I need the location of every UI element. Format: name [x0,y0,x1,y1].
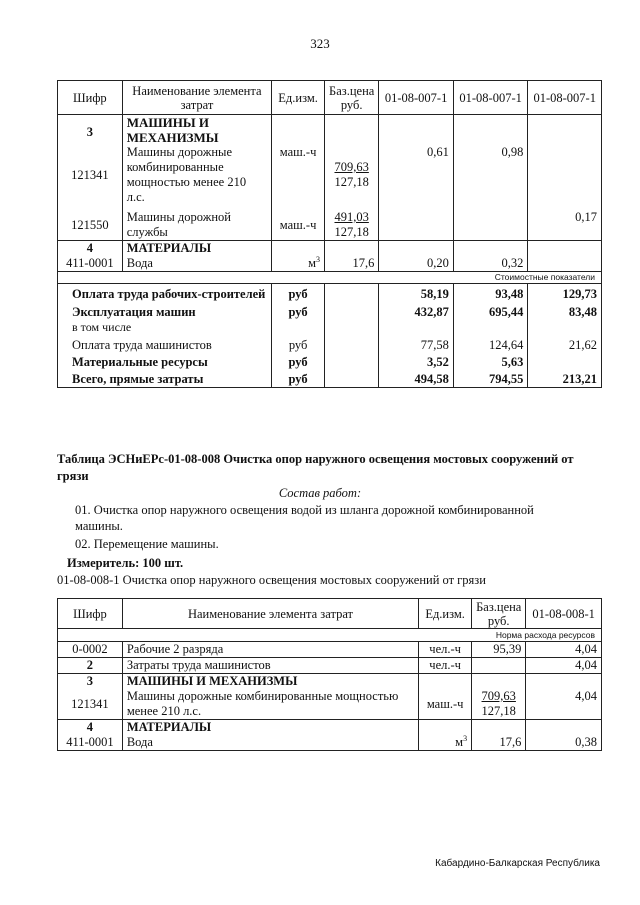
row-price: 17,6 [325,256,379,272]
cost-name: Оплата труда машинистов [58,335,272,353]
cost-name: в том числе [58,320,272,335]
section-title: МАШИНЫ И МЕХАНИЗМЫ [122,674,418,690]
header-shifr: Шифр [58,599,123,629]
page-number: 323 [310,36,330,51]
empty-cell [325,241,379,257]
row-value-1: 4,04 [526,658,602,674]
header-col-2: 01-08-007-1 [453,81,528,115]
cost-unit: руб [272,335,325,353]
empty-cell [528,241,602,257]
row-unit: чел.-ч [419,658,472,674]
row-code: 121341 [58,689,123,720]
table-row [58,335,602,353]
cost-value-1: 58,19 [379,284,454,303]
row-unit [419,735,472,751]
row-unit: чел.-ч [419,642,472,658]
table-row [58,205,602,241]
row-value-3: 0,17 [528,205,602,241]
row-value-1: 4,04 [526,689,602,720]
row-name: Вода [122,256,271,272]
table-row [58,284,602,303]
row-value-1: 0,20 [379,256,454,272]
row-value-3 [528,145,602,205]
unit-superscript: 3 [316,254,321,264]
empty-cell [325,370,379,388]
header-unit: Ед.изм. [419,599,472,629]
empty-cell [272,241,325,257]
footer-region: Кабардино-Балкарская Республика [435,858,600,869]
row-value-2 [453,205,528,241]
empty-cell [272,115,325,146]
row-value-1: 0,38 [526,735,602,751]
cost-name: Оплата труда рабочих-строителей [58,284,272,303]
empty-cell [379,241,454,257]
empty-cell [453,115,528,146]
section-number: 3 [58,674,123,690]
empty-cell [528,320,602,335]
table-row [58,689,602,720]
code-line: 01-08-008-1 Очистка опор наружного освещения мостовых сооружений от грязи [57,573,486,587]
empty-cell [325,320,379,335]
unit-superscript: 3 [463,733,468,743]
row-code: 121550 [58,205,123,241]
empty-cell [472,674,526,690]
work-item-02: 02. Перемещение машины. [75,537,219,551]
composition-title: Состав работ: [278,486,362,500]
section-title: МАШИНЫ И МЕХАНИЗМЫ [122,115,271,146]
row-value-1 [379,205,454,241]
empty-cell [325,115,379,146]
table-caption: Таблица ЭСНиЕРс-01-08-008 Очистка опор наружного освещения мостовых сооружений от грязи [57,452,574,483]
row-price [325,145,379,205]
empty-cell [325,335,379,353]
row-value-2: 0,32 [453,256,528,272]
row-name: Вода [122,735,418,751]
row-price [325,205,379,241]
row-unit [272,256,325,272]
row-name: Рабочие 2 разряда [122,642,418,658]
cost-value-3: 129,73 [528,284,602,303]
table-row [58,302,602,320]
cost-value-3: 213,21 [528,370,602,388]
cost-value-1: 3,52 [379,353,454,370]
cost-value-3: 83,48 [528,302,602,320]
cost-name: Эксплуатация машин [58,302,272,320]
cost-value-1: 77,58 [379,335,454,353]
row-code: 2 [58,658,123,674]
row-price [472,689,526,720]
cost-indicators-label: Стоимостные показатели [58,272,602,284]
row-name: Машины дорожные комбинированные мощностью менее 210 л.с. [122,689,418,720]
row-name: Машины дорожной службы [122,205,271,241]
cost-value-2: 695,44 [453,302,528,320]
table-row [58,642,602,658]
table-row [58,320,602,335]
cost-unit: руб [272,284,325,303]
row-name: Машины дорожные комбинированные мощностью менее 210 л.с. [122,145,271,205]
table-row [58,658,602,674]
header-unit: Ед.изм. [272,81,325,115]
table-row [58,256,602,272]
norm-label: Норма расхода ресурсов [58,629,602,642]
measure: Измеритель: 100 шт. [67,556,184,570]
table-row [58,353,602,370]
header-col-1: 01-08-007-1 [379,81,454,115]
header-name: Наименование элемента затрат [122,81,271,115]
cost-value-2: 794,55 [453,370,528,388]
section-number: 3 [58,115,123,146]
cost-unit: руб [272,302,325,320]
unit-text: м [455,735,464,749]
empty-cell [272,320,325,335]
price-bottom: 127,18 [334,225,369,239]
empty-cell [453,320,528,335]
empty-cell [379,320,454,335]
row-unit: маш.-ч [272,205,325,241]
work-item-01: 01. Очистка опор наружного освещения водой из шланга дорожной комбинированной машины. [75,503,534,533]
resource-table-1 [57,80,602,388]
row-price: 95,39 [472,642,526,658]
header-shifr: Шифр [58,81,123,115]
cost-value-1: 494,58 [379,370,454,388]
empty-cell [325,302,379,320]
price-bottom: 127,18 [334,175,369,189]
cost-name: Материальные ресурсы [58,353,272,370]
row-code: 411-0001 [58,735,123,751]
section-number: 4 [58,241,123,257]
empty-cell [379,115,454,146]
row-value-1: 0,61 [379,145,454,205]
cost-value-2: 124,64 [453,335,528,353]
table-row [58,370,602,388]
row-code: 121341 [58,145,123,205]
empty-cell [526,674,602,690]
empty-cell [472,720,526,736]
cost-value-2: 5,63 [453,353,528,370]
empty-cell [325,353,379,370]
unit-text: м [308,256,317,270]
row-value-3 [528,256,602,272]
row-value-1: 4,04 [526,642,602,658]
row-price [472,658,526,674]
table-row [58,735,602,751]
empty-cell [453,241,528,257]
cost-value-3 [528,353,602,370]
resource-table-2 [57,598,602,751]
row-value-2: 0,98 [453,145,528,205]
cost-name: Всего, прямые затраты [58,370,272,388]
section-number: 4 [58,720,123,736]
cost-value-3: 21,62 [528,335,602,353]
header-col-1: 01-08-008-1 [526,599,602,629]
price-top: 709,63 [334,160,369,174]
table-row [58,145,602,205]
header-base-price: Баз.цена руб. [325,81,379,115]
cost-unit: руб [272,353,325,370]
row-code: 0-0002 [58,642,123,658]
row-name: Затраты труда машинистов [122,658,418,674]
empty-cell [325,284,379,303]
empty-cell [419,674,472,690]
header-name: Наименование элемента затрат [122,599,418,629]
cost-unit: руб [272,370,325,388]
row-code: 411-0001 [58,256,123,272]
row-unit: маш.-ч [272,145,325,205]
section-title: МАТЕРИАЛЫ [122,720,418,736]
price-top: 709,63 [481,689,516,703]
empty-cell [526,720,602,736]
price-bottom: 127,18 [481,704,516,718]
cost-value-1: 432,87 [379,302,454,320]
price-top: 491,03 [334,210,369,224]
empty-cell [419,720,472,736]
header-base-price: Баз.цена руб. [472,599,526,629]
row-price: 17,6 [472,735,526,751]
row-unit: маш.-ч [419,689,472,720]
cost-value-2: 93,48 [453,284,528,303]
empty-cell [528,115,602,146]
section-title: МАТЕРИАЛЫ [122,241,271,257]
header-col-3: 01-08-007-1 [528,81,602,115]
